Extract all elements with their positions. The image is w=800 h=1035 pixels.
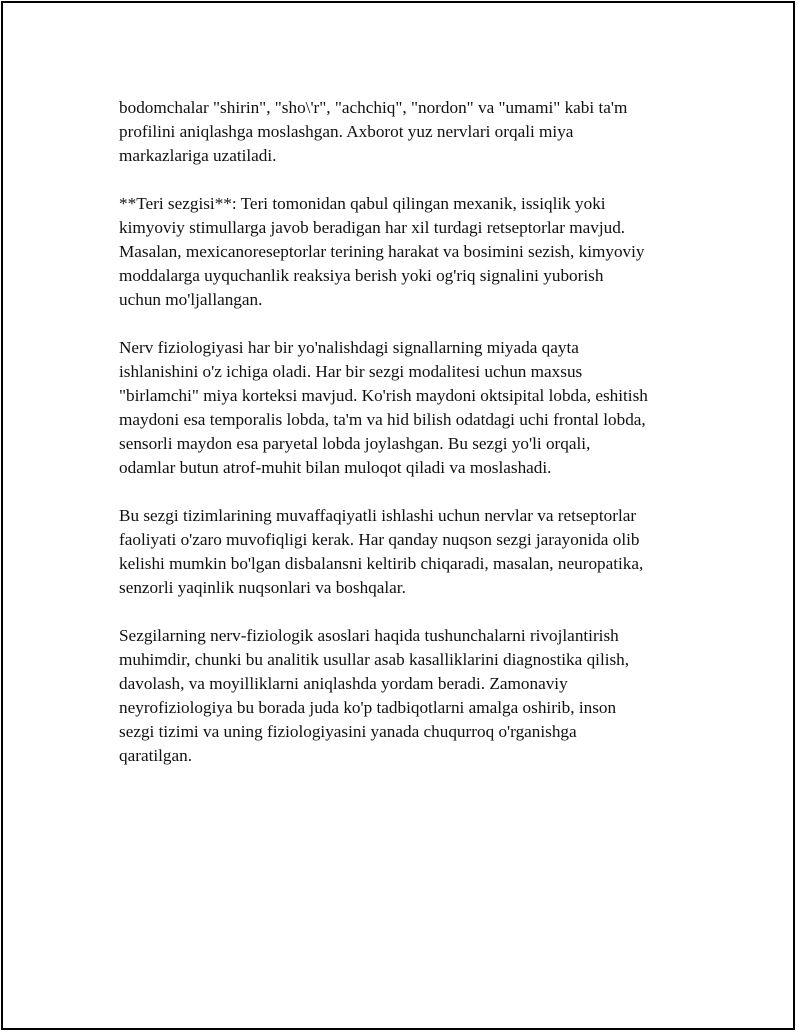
text-line: markazlariga uzatiladi. [119,146,277,165]
text-line: davolash, va moyilliklarni aniqlashda yordam beradi. Zamonaviy [119,674,568,693]
text-line: "birlamchi" miya korteksi mavjud. Ko'rish maydoni oktsipital lobda, eshitish [119,386,648,405]
text-line: faoliyati o'zaro muvofiqligi kerak. Har qanday nuqson sezgi jarayonida olib [119,530,640,549]
text-line: **Teri sezgisi**: Teri tomonidan qabul qilingan mexanik, issiqlik yoki [119,194,606,213]
paragraph-conclusion [119,624,699,768]
text-line: kimyoviy stimullarga javob beradigan har xil turdagi retseptorlar mavjud. [119,218,626,237]
text-line: bodomchalar "shirin", "sho\'r", "achchiq", "nordon" va "umami" kabi ta'm [119,98,628,117]
paragraph-taste [119,96,699,168]
text-line: maydoni esa temporalis lobda, ta'm va hid bilish odatdagi uchi frontal lobda, [119,410,646,429]
text-line: Bu sezgi tizimlarining muvaffaqiyatli ishlashi uchun nervlar va retseptorlar [119,506,637,525]
text-line: Nerv fiziologiyasi har bir yo'nalishdagi signallarning miyada qayta [119,338,579,357]
text-line: odamlar butun atrof-muhit bilan muloqot qiladi va moslashadi. [119,458,552,477]
paragraph-nerve-physiology [119,336,699,480]
text-line: Sezgilarning nerv-fiziologik asoslari haqida tushunchalarni rivojlantirish [119,626,619,645]
text-line: neyrofiziologiya bu borada juda ko'p tadbiqotlarni amalga oshirib, inson [119,698,617,717]
text-line: muhimdir, chunki bu analitik usullar asab kasalliklarini diagnostika qilish, [119,650,630,669]
text-line: sensorli maydon esa paryetal lobda joylashgan. Bu sezgi yo'li orqali, [119,434,591,453]
text-line: sezgi tizimi va uning fiziologiyasini yanada chuqurroq o'rganishga [119,722,577,741]
text-line: Masalan, mexicanoreseptorlar terining harakat va bosimini sezish, kimyoviy [119,242,645,261]
document-page [1,1,795,1030]
text-line: kelishi mumkin bo'lgan disbalansni keltirib chiqaradi, masalan, neuropatika, [119,554,644,573]
text-line: qaratilgan. [119,746,193,765]
text-line: profilini aniqlashga moslashgan. Axborot yuz nervlari orqali miya [119,122,574,141]
text-line: senzorli yaqinlik nuqsonlari va boshqalar. [119,578,406,597]
text-line: ishlanishini o'z ichiga oladi. Har bir sezgi modalitesi uchun maxsus [119,362,583,381]
paragraph-sensory-systems [119,504,699,600]
document-body [119,96,699,792]
text-line: moddalarga uyquchanlik reaksiya berish yoki og'riq signalini yuborish [119,266,604,285]
paragraph-skin-sense [119,192,699,312]
text-line: uchun mo'ljallangan. [119,290,263,309]
